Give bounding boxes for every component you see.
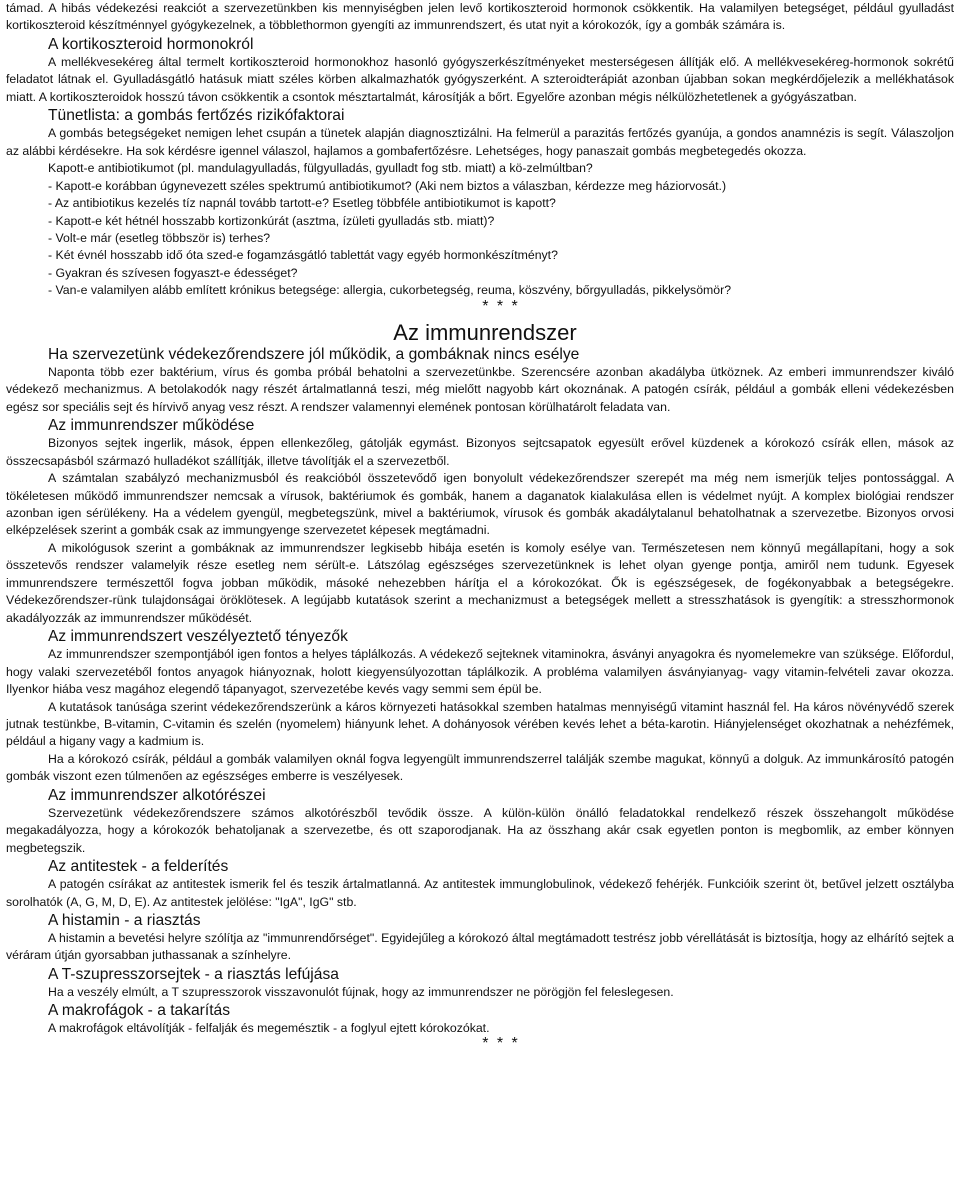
paragraph-mukodese-3: A mikológusok szerint a gombáknak az immunrendszer legkisebb hibája esetén is komoly esélye van. Természetesen nem könnyű megállapítani, hogy a sok összetevős rendszer valamelyik része esetleg nem sérült-e. Látszólag egészséges szervezetünknek is lehet olyan gyenge pontja, amiről nem tudunk. Egyesek immunrendszere természettől fogva jobban működik, másoké nehezebben hárítja el a kórokozókat. Ők is egészségesek, de fogékonyabbak a betegségekre. Védekezőrendszer-rünk tulajdonságai öröklötesek. A legújabb kutatások szerint a mechanizmust a betegségek mellett a stresszhatások is gyengítik: a stresszhormonok akadályozzák az immunrendszer működését.	[6, 540, 954, 625]
heading-tunetlista: Tünetlista: a gombás fertőzés rizikófaktorai	[48, 107, 345, 125]
paragraph-alkotoreszei: Szervezetünk védekezőrendszere számos alkotórészből tevődik össze. A külön-külön önálló feladatokkal rendelkező részek összehangolt működése megakadályozza, hogy a kórokozók behatoljanak a szervezetbe, és ott szaporodjanak. Ha az összhang akár csak egyetlen ponton is megbomlik, az ember könnyen megbetegszik.	[6, 805, 954, 855]
paragraph-mukodese-1: Bizonyos sejtek ingerlik, mások, éppen ellenkezőleg, gátolják egymást. Bizonyos sejtcsapatok egyesült erővel küzdenek a kórokozó csírák ellen, mások az összecsapásból származó hulladékot szállítják, illetve távolítják el a szervezetből.	[6, 436, 954, 468]
list-item: Kapott-e antibiotikumot (pl. mandulagyulladás, fülgyulladás, gyulladt fog stb. miatt) a kö-zelmúltban?	[48, 161, 593, 176]
list-item: - Az antibiotikus kezelés tíz napnál tovább tartott-e? Esetleg többféle antibiotikumot is kapott?	[48, 196, 556, 211]
chapter-subtitle: Ha szervezetünk védekezőrendszere jól működik, a gombáknak nincs esélye	[48, 345, 580, 363]
heading-histamin: A histamin - a riasztás	[48, 912, 201, 930]
list-item: - Két évnél hosszabb idő óta szed-e fogamzásgátló tablettát vagy egyéb hormonkészítményt?	[48, 248, 558, 263]
paragraph-veszelyezteto-3: Ha a kórokozó csírák, például a gombák valamilyen oknál fogva legyengült immunrendszerrel találják szembe magukat, könnyű a dolguk. Az immunkárosító patogén gombák viszont ezen túlmenően az egészséges emberre is veszélyesek.	[6, 751, 954, 784]
paragraph-mukodese-2: A számtalan szabályzó mechanizmusból és reakcióból összetevődő igen bonyolult védekezőrendszer szerepét ma még nem ismerjük teljes pontossággal. A tökéletesen működő immunrendszer nemcsak a vírusok, baktériumok és gombák, hanem a daganatok kialakulása ellen is védelmet nyújt. A komplex biológiai rendszer azonban igen sérülékeny. Ha a védelem gyengül, megbetegszünk, mivel a baktériumok, vírusok és gombák akadálytalanul behatolhatnak a szervezetbe. Bizonyos orvosi elképzelések szerint a gombák csak az immungyenge szervezetet képesek megtámadni.	[6, 471, 954, 538]
heading-antitestek: Az antitestek - a felderítés	[48, 858, 229, 876]
paragraph-veszelyezteto-1: Az immunrendszer szempontjából igen fontos a helyes táplálkozás. A védekező sejteknek vitaminokra, ásványi anyagokra és nyomelemekre van szüksége. Előfordul, hogy valaki szervezetéből fontos anyagok hiányoznak, holott kiegyensúlyozottan táplálkozik. A probléma valamilyen ásványianyag- vagy vitamin-felvételi zavar okozza. Ilyenkor hiába vesz magához elegendő tápanyagot, szervezetébe kevés vagy semmi sem épül be.	[6, 647, 954, 697]
list-item: - Gyakran és szívesen fogyaszt-e édességet?	[48, 265, 298, 280]
heading-t-szupresszorsejtek: A T-szupresszorsejtek - a riasztás lefújása	[48, 965, 339, 983]
chapter-title: Az immunrendszer	[393, 319, 577, 345]
list-item: - Volt-e már (esetleg többször is) terhes?	[48, 230, 271, 245]
heading-alkotoreszei: Az immunrendszer alkotórészei	[48, 786, 266, 804]
paragraph-histamin: A histamin a bevetési helyre szólítja az "immunrendőrséget". Egyidejűleg a kórokozó által megtámadott testrész jobb vérellátását is biztosítja, hogy az elhárító sejtek a véráram útján gyorsabban juthassanak a színhelyre.	[6, 931, 954, 963]
list-item: - Kapott-e két hétnél hosszabb kortizonkúrát (asztma, ízületi gyulladás stb. miatt)?	[48, 213, 495, 228]
heading-veszelyezteto: Az immunrendszert veszélyeztető tényezők	[48, 628, 348, 646]
paragraph-veszelyezteto-2: A kutatások tanúsága szerint védekezőrendszerünk a káros környezeti hatásokkal szemben hatalmas mennyiségű vitamint használ fel. Ha káros növényvédő szerek jutnak testünkbe, B-vitamin, C-vitamin és szelén (nyomelem) hiányunk lehet. A dohányosok vérében kevés lehet a béta-karotin. Hiányjelenséget okozhatnak a nehézfémek, például a higany vagy a kadmium is.	[6, 699, 954, 749]
paragraph-chapter-intro: Naponta több ezer baktérium, vírus és gomba próbál behatolni a szervezetünkbe. Szerencsére azonban akadályba ütköznek. Az emberi immunrendszer kiváló védekező mechanizmus. A betolakodók nagy részét ártalmatlanná teszi, még mielőtt nagyobb kárt okoznának. A patogén csírák, például a gombák elleni védekezésben egész sor speciális sejt és hírvivő anyag vesz részt. A rendszer valamennyi elemének pontosan körülhatárolt feladata van.	[6, 364, 954, 414]
heading-kortikoszteroid: A kortikoszteroid hormonokról	[48, 35, 254, 53]
paragraph-makrofagok: A makrofágok eltávolítják - felfalják és megemésztik - a foglyul ejtett kórokozókat.	[48, 1021, 490, 1036]
paragraph-kortikoszteroid: A mellékvesekéreg által termelt kortikoszteroid hormonokhoz hasonló gyógyszerkészítményeket mesterségesen állítják elő. A mellékvesekéreg-hormonok sokrétű feladatot látnak el. Gyulladásgátló hatásuk miatt széles körben alkalmazhatók gyógyszerként. A szteroidterápiát azonban újabban sokan megkérdőjelezik a mellékhatások miatt. A kortikoszteroidok hosszú távon csökkentik a csontok mésztartalmát, károsítják a bőrt. Egyelőre azonban mégis nélkülözhetetlenek a gyógyászatban.	[6, 54, 954, 104]
heading-makrofagok: A makrofágok - a takarítás	[48, 1002, 231, 1020]
section-separator: * * *	[482, 297, 520, 315]
intro-paragraph: támad. A hibás védekezési reakciót a szervezetünkben kis mennyiségben jelen levő kortikoszteroid hormonok csökkentik. Ha valamilyen betegséget, például gyulladást kortikoszteroid készítménnyel gyógykezelnek, a többlethormon gyengíti az immunrendszert, és utat nyit a kórokozók, így a gombák számára is.	[6, 1, 954, 33]
paragraph-antitestek: A patogén csírákat az antitestek ismerik fel és teszik ártalmatlanná. Az antitestek immunglobulinok, védekező fehérjék. Funkcióik szerint öt, betűvel jelzett osztályba sorolhatók (A, G, M, D, E). Az antitestek jelölése: "IgA", IgG" stb.	[6, 877, 954, 909]
heading-mukodese: Az immunrendszer működése	[48, 417, 255, 435]
paragraph-t-szupresszorsejtek: Ha a veszély elmúlt, a T szupresszorok visszavonulót fújnak, hogy az immunrendszer ne pörögjön fel feleslegesen.	[48, 984, 674, 999]
section-separator-bottom: * * *	[482, 1034, 520, 1052]
paragraph-tunetlista: A gombás betegségeket nemigen lehet csupán a tünetek alapján diagnosztizálni. Ha felmerül a parazitás fertőzés gyanúja, a gondos anamnézis is segít. Válaszoljon az alábbi kérdésekre. Ha sok kérdésre igennel válaszol, hajlamos a gombafertőzésre. Lehetséges, hogy panaszait gombás megbetegedés okozza.	[6, 126, 954, 158]
list-item: - Kapott-e korábban úgynevezett széles spektrumú antibiotikumot? (Aki nem biztos a válaszban, kérdezze meg háziorvosát.)	[48, 178, 727, 193]
list-item: - Van-e valamilyen alább említett krónikus betegsége: allergia, cukorbetegség, reuma, köszvény, bőrgyulladás, pikkelysömör?	[48, 283, 732, 298]
